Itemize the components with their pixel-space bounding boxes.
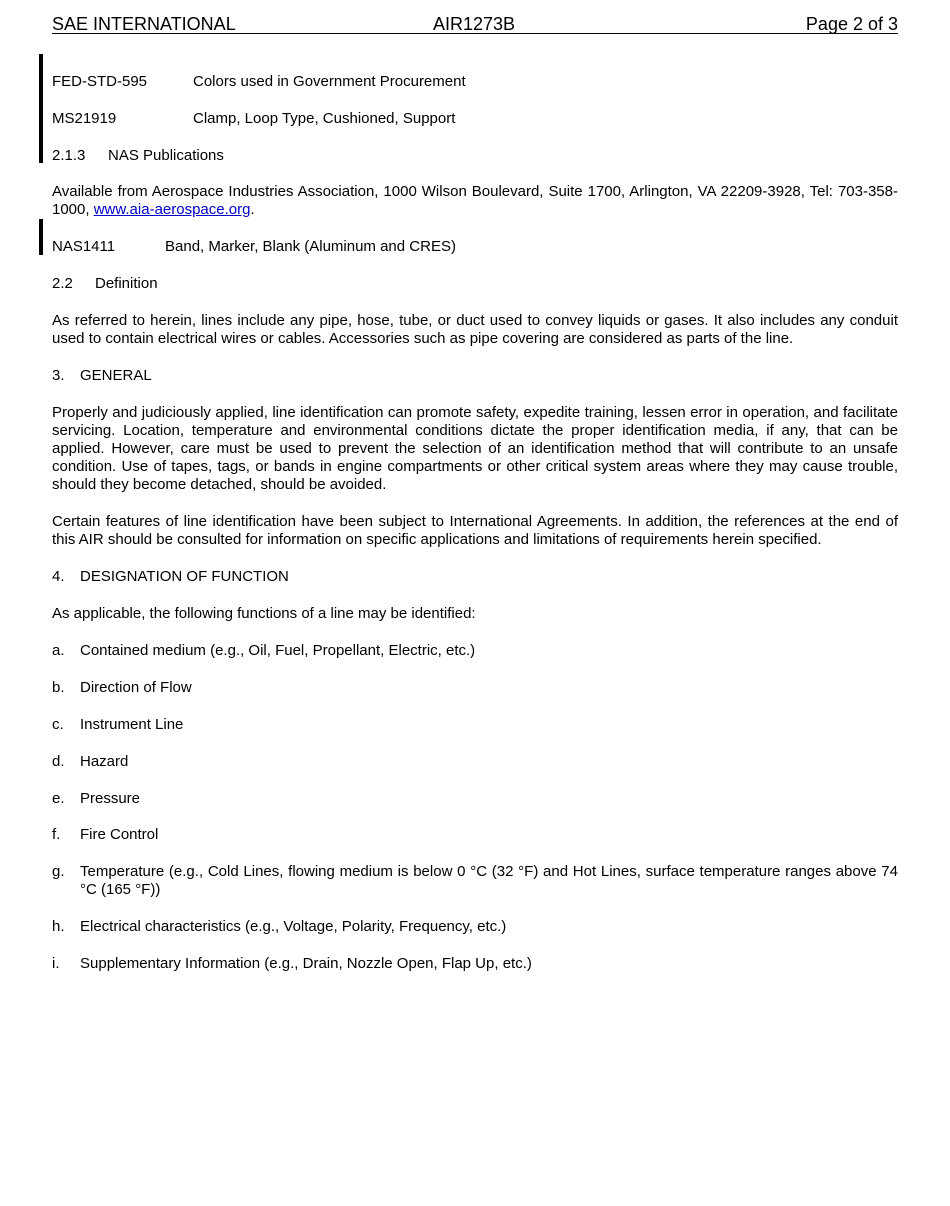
list-item: Pressure [80, 790, 141, 807]
section-number: 2.1.3 [52, 147, 86, 164]
availability-text: Available from Aerospace Industries Association, 1000 Wilson Boulevard, Suite 1700, Arlington, VA 22209-3928, Tel: 703-358-1000, [52, 183, 898, 218]
section-title: GENERAL [80, 367, 152, 384]
change-bar [39, 54, 43, 163]
list-item-letter: e. [52, 790, 65, 807]
availability-paragraph [52, 183, 898, 219]
section-number: 4. [52, 568, 65, 585]
reference-code: NAS1411 [52, 238, 116, 255]
section-number: 3. [52, 367, 65, 384]
function-intro: As applicable, the following functions of a line may be identified: [52, 605, 476, 622]
list-item-letter: i. [52, 955, 60, 972]
list-item-letter: a. [52, 642, 65, 659]
list-item: Contained medium (e.g., Oil, Fuel, Propellant, Electric, etc.) [80, 642, 476, 659]
list-item-letter: f. [52, 826, 61, 843]
reference-code: MS21919 [52, 110, 117, 127]
list-item-letter: g. [52, 863, 65, 880]
header-document-number: AIR1273B [433, 14, 516, 34]
list-item: Fire Control [80, 826, 159, 843]
general-paragraph-2: Certain features of line identification have been subject to International Agreements. In addition, the references at the end of this AIR should be consulted for information on specific applications and limitations of requirements herein specified. [52, 513, 898, 548]
definition-paragraph: As referred to herein, lines include any pipe, hose, tube, or duct used to convey liquids or gases. It also includes any conduit used to contain electrical wires or cables. Accessories such as pipe covering are considered as parts of the line. [52, 312, 898, 347]
list-item: Temperature (e.g., Cold Lines, flowing medium is below 0 °C (32 °F) and Hot Lines, surface temperature ranges above 74 °C (165 °F)) [80, 863, 898, 898]
reference-title: Clamp, Loop Type, Cushioned, Support [193, 110, 456, 127]
header-page-label: Page 2 of 3 [805, 14, 898, 34]
list-item: Hazard [80, 753, 129, 770]
header-organization: SAE INTERNATIONAL [52, 14, 236, 34]
change-bar [39, 219, 43, 255]
list-item: Electrical characteristics (e.g., Voltage, Polarity, Frequency, etc.) [80, 918, 507, 935]
list-item-letter: h. [52, 918, 65, 935]
section-title: NAS Publications [108, 147, 224, 164]
list-item-letter: d. [52, 753, 65, 770]
list-item: Direction of Flow [80, 679, 192, 696]
list-item-letter: c. [52, 716, 64, 733]
section-title: DESIGNATION OF FUNCTION [80, 568, 289, 585]
reference-title: Band, Marker, Blank (Aluminum and CRES) [165, 238, 456, 255]
aia-website-link[interactable]: www.aia-aerospace.org [93, 201, 251, 218]
general-paragraph-1: Properly and judiciously applied, line identification can promote safety, expedite training, lessen error in operation, and facilitate servicing. Location, temperature and environmental conditions dictate the proper identification media, if any, that can be applied. However, care must be used to prevent the selection of an identification method that will contribute to an unsafe condition. Use of tapes, tags, or bands in engine compartments or other critical system areas where they may cause trouble, should they become detached, should be avoided. [52, 404, 898, 493]
availability-period: . [250, 201, 255, 218]
list-item: Supplementary Information (e.g., Drain, Nozzle Open, Flap Up, etc.) [80, 955, 532, 972]
reference-title: Colors used in Government Procurement [193, 73, 466, 90]
list-item-letter: b. [52, 679, 65, 696]
reference-code: FED-STD-595 [52, 73, 148, 90]
list-item: Instrument Line [80, 716, 184, 733]
page-header [52, 14, 898, 34]
section-number: 2.2 [52, 275, 73, 292]
section-title: Definition [95, 275, 158, 292]
